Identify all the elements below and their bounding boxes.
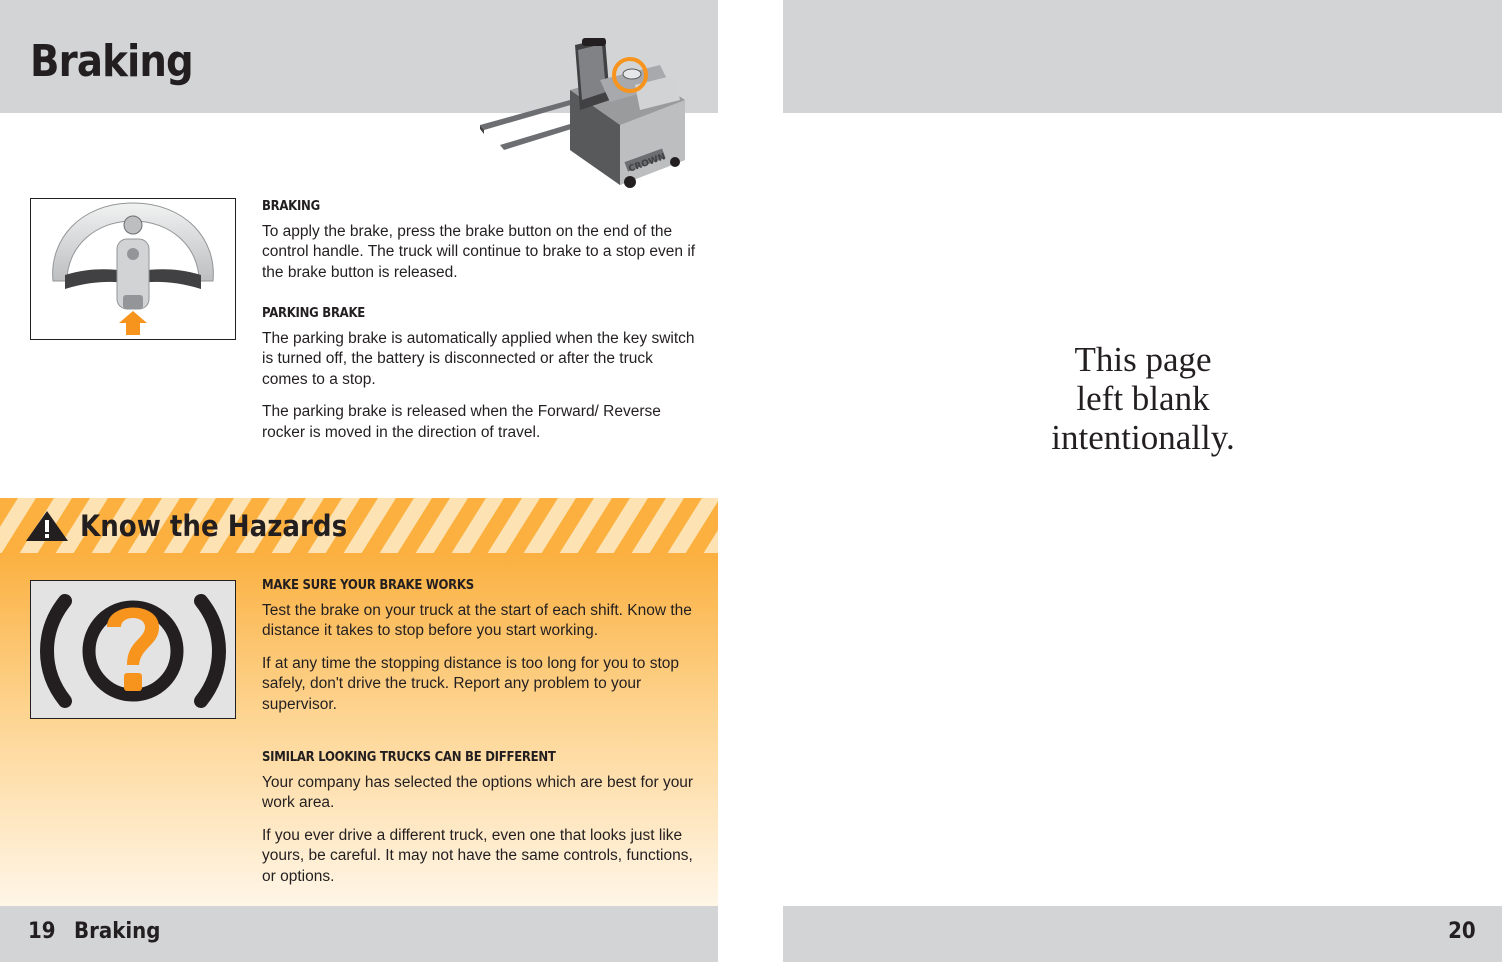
braking-section <box>262 197 702 295</box>
hazard-paragraph-4: If you ever drive a different truck, even one that looks just like yours, be careful. It may not have the same controls, functions, or options. <box>262 826 693 885</box>
control-handle-photo <box>30 198 236 340</box>
page-number: 19 <box>28 919 56 944</box>
hazard-title: Know the Hazards <box>80 509 348 543</box>
right-page <box>783 0 1502 962</box>
parking-brake-paragraph-2: The parking brake is released when the Forward/ Reverse rocker is moved in the direction of travel. <box>262 403 661 441</box>
page-title: Braking <box>30 36 193 87</box>
brake-symbol-box <box>30 580 236 719</box>
truck-brand: CROWN <box>627 152 668 175</box>
brake-warning-symbol-icon <box>31 581 235 718</box>
hazard-section-similar-trucks <box>262 748 702 899</box>
hazard-paragraph-3: Your company has selected the options which are best for your work area. <box>262 773 694 811</box>
hazard-paragraph-1: Test the brake on your truck at the start of each shift. Know the distance it takes to stop before you start working. <box>262 601 692 639</box>
hazard-subhead-brake-works: MAKE SURE YOUR BRAKE WORKS <box>262 578 474 593</box>
hazard-subhead-similar-trucks: SIMILAR LOOKING TRUCKS CAN BE DIFFERENT <box>262 750 556 765</box>
header-band <box>783 0 1502 113</box>
hazard-paragraph-2: If at any time the stopping distance is too long for you to stop safely, don't drive the truck. Report any problem to your supervisor. <box>262 654 680 713</box>
parking-brake-section <box>262 304 702 455</box>
braking-paragraph: To apply the brake, press the brake button on the end of the control handle. The truck will continue to brake to a stop even if the brake button is released. <box>262 222 696 281</box>
truck-illustration <box>470 30 700 195</box>
footer-band <box>783 906 1502 962</box>
blank-note-line: left blank <box>1076 379 1210 418</box>
up-arrow-icon <box>119 311 147 335</box>
parking-brake-paragraph-1: The parking brake is automatically applied when the key switch is turned off, the battery is disconnected or after the truck comes to a stop. <box>262 329 695 388</box>
footer-section-label: Braking <box>74 919 161 944</box>
page-number: 20 <box>1448 919 1476 944</box>
left-page <box>0 0 718 962</box>
braking-subhead: BRAKING <box>262 199 320 214</box>
warning-triangle-icon <box>24 509 70 543</box>
parking-brake-subhead: PARKING BRAKE <box>262 306 365 321</box>
hazard-section-brake-works <box>262 576 702 727</box>
blank-note-line: This page <box>1074 340 1212 379</box>
blank-page-note <box>973 340 1313 457</box>
blank-note-line: intentionally. <box>1051 418 1235 457</box>
